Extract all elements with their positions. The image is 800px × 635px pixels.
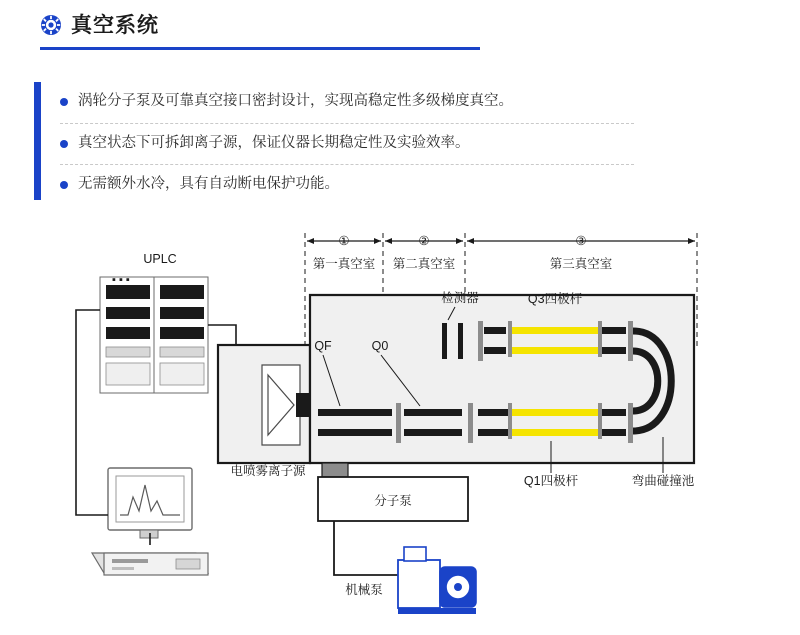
list-item bbox=[60, 124, 634, 166]
mechanical-pump bbox=[398, 547, 476, 614]
detector-label: 检测器 bbox=[441, 291, 479, 305]
bullet-dot-icon bbox=[60, 181, 68, 189]
computer-tower bbox=[92, 553, 208, 575]
feature-text: 真空状态下可拆卸离子源，保证仪器长期稳定性及实验效率。 bbox=[78, 134, 470, 151]
qf-label: QF bbox=[314, 339, 332, 353]
stage3-number-label: ③ bbox=[575, 234, 587, 248]
chamber-pump-port bbox=[322, 463, 348, 477]
stage1-label: 第一真空室 bbox=[312, 257, 376, 271]
bullet-dot-icon bbox=[60, 98, 68, 106]
accent-bar bbox=[34, 82, 41, 200]
list-item bbox=[60, 82, 634, 124]
vacuum-chamber-body bbox=[218, 295, 694, 463]
feature-text: 涡轮分子泵及可靠真空接口密封设计，实现高稳定性多级梯度真空。 bbox=[78, 93, 513, 109]
feature-list bbox=[34, 82, 634, 206]
vacuum-line bbox=[334, 521, 398, 575]
q1-label: Q1四极杆 bbox=[523, 474, 579, 488]
esi-source-label: 电喷雾离子源 bbox=[230, 464, 306, 478]
collision-cell-label: 弯曲碰撞池 bbox=[631, 474, 695, 488]
header-divider bbox=[40, 47, 480, 50]
svg-text:▪ ▪ ▪: ▪ ▪ ▪ bbox=[112, 274, 130, 286]
molecular-pump-label: 分子泵 bbox=[374, 494, 412, 508]
stage3-label: 第三真空室 bbox=[549, 257, 613, 271]
uplc-instrument bbox=[100, 274, 208, 393]
feature-items bbox=[60, 82, 634, 206]
page-title: 真空系统 bbox=[71, 13, 159, 37]
vacuum-system-diagram bbox=[0, 215, 800, 635]
stage2-number-label: ② bbox=[418, 234, 430, 248]
q3-label: Q3四极杆 bbox=[527, 292, 583, 306]
list-item bbox=[60, 165, 634, 206]
page-header bbox=[40, 14, 480, 50]
header-row bbox=[40, 14, 480, 36]
stage-arrows bbox=[307, 238, 695, 244]
computer-monitor bbox=[108, 468, 192, 538]
uplc-label: UPLC bbox=[143, 252, 177, 266]
q0-label: Q0 bbox=[371, 339, 389, 353]
bullet-dot-icon bbox=[60, 140, 68, 148]
feature-text: 无需额外水冷，具有自动断电保护功能。 bbox=[78, 176, 339, 193]
mechanical-pump-label: 机械泵 bbox=[345, 583, 383, 597]
stage2-label: 第二真空室 bbox=[392, 257, 456, 271]
gear-icon bbox=[40, 14, 62, 36]
stage1-number-label: ① bbox=[338, 234, 350, 248]
